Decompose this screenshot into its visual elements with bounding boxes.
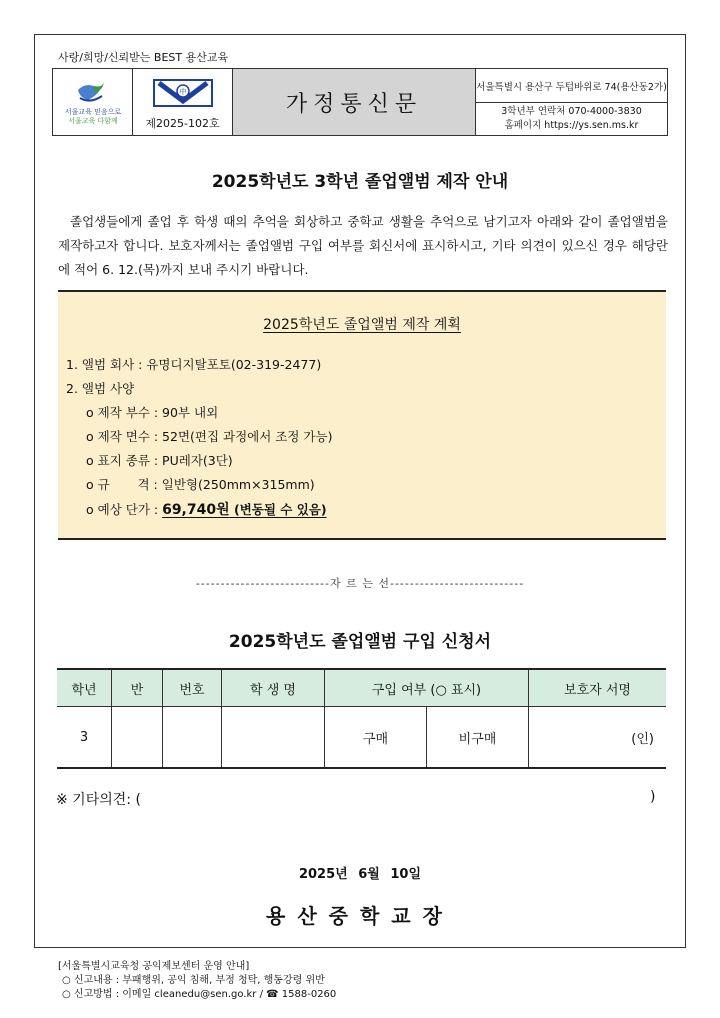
issue-number: 제2025-102호: [145, 117, 220, 130]
header-purchase: 구입 여부 (○ 표시): [325, 669, 529, 707]
header-guardian-signature: 보호자 서명: [529, 669, 667, 707]
header-grade: 학년: [57, 669, 112, 707]
school-slogan: 사랑/희망/신뢰받는 BEST 용산교육: [58, 51, 229, 64]
education-office-logo: [53, 69, 133, 135]
issue-date: 2025년 6월 10일: [298, 867, 422, 882]
production-plan-box: [58, 290, 666, 540]
other-opinion-label: ※ 기타의견: (: [56, 792, 141, 808]
svg-text:서울교육 다함께: 서울교육 다함께: [67, 117, 118, 125]
notice-title: 2025학년도 3학년 졸업앨범 제작 안내: [211, 172, 509, 192]
principal-signature: 용산중학교장: [266, 904, 454, 928]
school-contact-info: [476, 69, 667, 135]
plan-album-specs: 2. 앨범 사양: [66, 381, 135, 396]
header-student-name: 학 생 명: [222, 669, 325, 707]
grade-cell: 3: [57, 707, 112, 769]
notice-intro: 졸업생들에게 졸업 후 학생 때의 추억을 회상하고 중학교 생활을 추억으로 남기고자 아래와 같이 졸업앨범을 제작하고자 합니다. 보호자께서는 졸업앨범 구입 여부를 회신서에 표시하시고, 기타 의견이 있으신 경우 해당란에 적어 6. 12.(목)까지 보내 주시기 바랍니다.: [58, 214, 668, 277]
guardian-signature-cell[interactable]: [529, 707, 667, 769]
spec-cover: o 표지 종류 : PU레자(3단): [86, 453, 233, 468]
school-address: 서울특별시 용산구 두텁바위로 74(용산동2가): [476, 69, 667, 103]
svg-text:서울교육 믿음으로: 서울교육 믿음으로: [64, 108, 121, 116]
not-buy-option[interactable]: 비구매: [427, 707, 529, 769]
svg-text:中: 中: [179, 88, 187, 96]
seal-mark: (인): [631, 731, 654, 747]
newsletter-header: [52, 68, 668, 136]
spec-price-label: o 예상 단가 :: [86, 502, 159, 517]
spec-copies: o 제작 부수 : 90부 내외: [86, 405, 219, 420]
spec-pages: o 제작 면수 : 52면(편집 과정에서 조정 가능): [86, 429, 333, 444]
other-opinion-field[interactable]: [160, 786, 640, 806]
plan-album-company: 1. 앨범 회사 : 유명디지탈포토(02-319-2477): [66, 357, 322, 372]
other-opinion-close: ): [650, 789, 656, 805]
spec-price-value: 69,740원: [162, 502, 230, 518]
spec-size-label: o 규 격 :: [86, 477, 158, 492]
cut-line: ---------------------------자 르 는 선---------------------------: [195, 577, 525, 590]
spec-size-value: 일반형(250mm×315mm): [161, 477, 315, 492]
spec-price: [86, 499, 327, 519]
class-cell[interactable]: [112, 707, 163, 769]
buy-option[interactable]: 구매: [325, 707, 427, 769]
school-homepage: 홈페이지 https://ys.sen.ms.kr: [504, 120, 639, 131]
application-table: [57, 668, 666, 769]
department-contact: 3학년부 연락처 070-4000-3830: [501, 106, 642, 117]
school-emblem-icon: [153, 79, 213, 107]
school-emblem-cell: [133, 69, 233, 135]
student-name-cell[interactable]: [222, 707, 325, 769]
number-cell[interactable]: [163, 707, 222, 769]
seoul-education-logo-icon: [60, 76, 126, 128]
newsletter-title: 가정통신문: [233, 69, 476, 135]
header-number: 번호: [163, 669, 222, 707]
spec-price-note: (변동될 수 있음): [234, 502, 327, 517]
plan-title: 2025학년도 졸업앨범 제작 계획: [263, 317, 461, 333]
spec-size: [86, 475, 315, 493]
table-header-row: [57, 669, 666, 707]
table-row: [57, 707, 666, 769]
footer-report-content: ○ 신고내용 : 부패행위, 공익 침해, 부정 청탁, 행동강령 위반: [62, 975, 325, 986]
header-class: 반: [112, 669, 163, 707]
footer-heading: [서울특별시교육청 공익제보센터 운영 안내]: [58, 961, 250, 972]
application-title: 2025학년도 졸업앨범 구입 신청서: [228, 632, 492, 652]
footer-report-method: ○ 신고방법 : 이메일 cleanedu@sen.go.kr / ☎ 1588-0260: [62, 989, 337, 1000]
